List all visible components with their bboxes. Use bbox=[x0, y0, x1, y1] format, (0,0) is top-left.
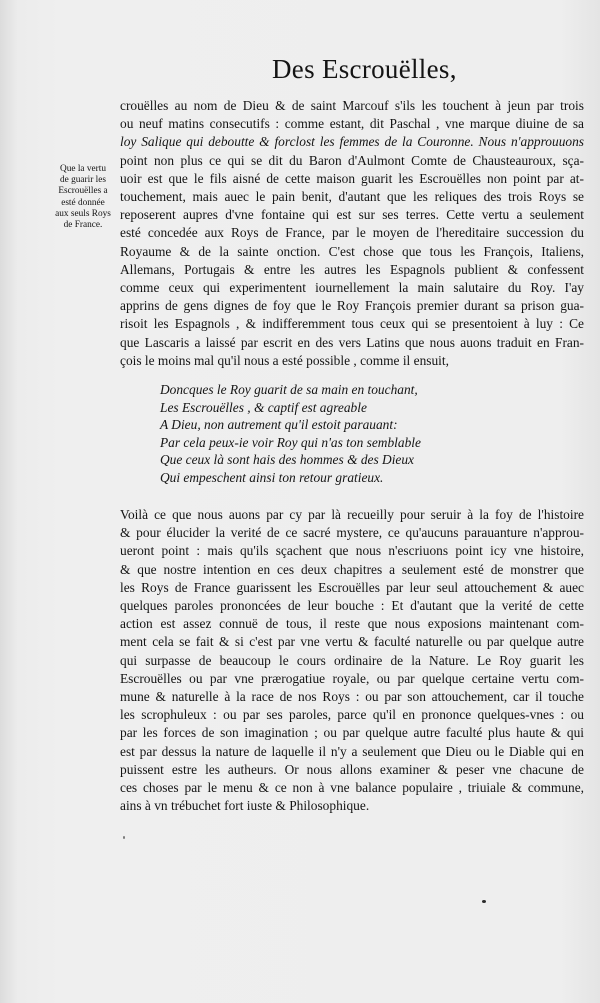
margin-note-line: aux seuls Roys bbox=[55, 208, 111, 219]
text-line: reposerent aupres d'vne fontaine qui est sur ses terres. Cette vertu a seulement bbox=[120, 207, 584, 223]
text-line: comme ceux qui experimentent iournellement la main salutaire du Roy. I'ay bbox=[120, 280, 584, 296]
text-line: qui surpasse de beaucoup le cours ordinaire de la Nature. Le Roy guarit les bbox=[120, 652, 584, 668]
text-line: ment cela se fait & si c'est par vne vertu & faculté naturelle ou par quelque autre bbox=[120, 634, 584, 650]
margin-note-line: Que la vertu bbox=[60, 164, 106, 174]
text-line: esté concedée aux Roys de France, par le moyen de l'hereditaire succession du bbox=[120, 225, 584, 241]
text-line: Allemans, Portugais & entre les autres les Espagnols publient & confessent bbox=[120, 261, 584, 277]
text-line: action est assez connuë de tous, il reste que nous exposions maintenant com- bbox=[120, 616, 584, 632]
ink-speck bbox=[482, 900, 486, 903]
verse-block bbox=[160, 381, 460, 487]
text-line: risoit les Espagnols , & indifferemment tous ceux qui se presentoient à luy : Ce bbox=[120, 316, 584, 332]
text-line: apprins de gens dignes de foy que le Roy François premier durant sa prison gua- bbox=[120, 298, 584, 314]
verse-line: Que ceux là sont hais des hommes & des Dieux bbox=[160, 452, 414, 468]
margin-note-line: de guarir les bbox=[60, 175, 106, 186]
text-line: par les forces de son imagination ; ou par quelque autre faculté plus haute & qui bbox=[120, 725, 584, 741]
verse-line: A Dieu, non autrement qu'il estoit parauant: bbox=[160, 417, 398, 433]
text-line: uoir est que le fils aisné de cette maison guarit les Escrouëlles non point par at- bbox=[120, 170, 584, 186]
verse-line: Doncques le Roy guarit de sa main en touchant, bbox=[160, 382, 418, 397]
text-line: ueront point : mais qu'ils sçachent que nous n'escriuons point icy vne histoire, bbox=[120, 543, 584, 559]
text-line: Royaume & de la sainte onction. C'est chose que tous les François, Italiens, bbox=[120, 243, 584, 259]
text-line: point non plus ce qui se dit du Baron d'Aulmont Comte de Chausteauroux, sça- bbox=[120, 152, 584, 168]
text-line: ces choses par le menu & ce non à vne balance populaire , triuiale & commune, bbox=[120, 780, 584, 796]
running-head: Des Escrouëlles, bbox=[272, 54, 457, 84]
text-line: & que nostre intention en ces deux chapitres a seulement esté de monstrer que bbox=[120, 561, 584, 577]
paragraph-one bbox=[120, 97, 584, 370]
verse-line: Par cela peux-ie voir Roy qui n'as ton semblable bbox=[160, 434, 421, 450]
verse-line: Les Escrouëlles , & captif est agreable bbox=[160, 399, 367, 415]
verse-line: Qui empeschent ainsi ton retour gratieux. bbox=[160, 469, 384, 485]
margin-note-line: Escrouëlles a bbox=[58, 186, 108, 197]
text-line: ou neuf matins consecutifs : comme estant, dit Paschal , vne marque diuine de sa bbox=[120, 116, 584, 132]
margin-note bbox=[52, 164, 114, 231]
text-line: que Lascaris a laissé par escrit en des vers Latins que nous auons traduit en Fran- bbox=[120, 334, 584, 350]
text-line: les scrophuleux : ou par ses paroles, parce qu'il en prononce quelques-vnes : ou bbox=[120, 707, 584, 723]
text-line: loy Salique qui deboutte & forclost les femmes de la Couronne. Nous n'approuuons bbox=[120, 134, 584, 150]
text-line: puissent estre les autheurs. Or nous allons examiner & peser vne chacune de bbox=[120, 761, 584, 777]
text-line: quelques paroles prononcées de leur bouche : Et d'autant que la verité de cette bbox=[120, 598, 584, 614]
paragraph-two bbox=[120, 506, 584, 815]
text-line: crouëlles au nom de Dieu & de saint Marcouf s'ils les touchent à jeun par trois bbox=[120, 98, 584, 113]
text-line: Escrouëlles ou par vne prærogatiue royale, ou par quelque certaine vertu com- bbox=[120, 670, 584, 686]
text-line: mune & naturelle à la race de nos Roys : ou par son attouchement, car il touche bbox=[120, 689, 584, 705]
text-line: est par dessus la nature de laquelle il n'y a seulement que Dieu ou le Diable qui en bbox=[120, 743, 584, 759]
text-line: çois le moins mal qu'il nous a esté possible , comme il ensuit, bbox=[120, 352, 449, 368]
text-line: les Roys de France guarissent les Escrouëlles par leur seul attouchement & auec bbox=[120, 579, 584, 595]
ink-speck bbox=[123, 836, 125, 839]
text-line: Voilà ce que nous auons par cy par là recueilly pour seruir à la foy de l'histoire bbox=[120, 507, 584, 522]
margin-note-line: de France. bbox=[63, 220, 103, 231]
text-line: ains à vn trébuchet fort iuste & Philosophique. bbox=[120, 798, 370, 814]
text-line: & pour élucider la verité de ce sacré mystere, ce qu'aucuns parauanture n'approu- bbox=[120, 525, 584, 541]
margin-note-line: esté donnée bbox=[61, 197, 105, 208]
text-line: touchement, mais auec le pain benit, d'autant que les reliques des trois Roys se bbox=[120, 189, 584, 205]
